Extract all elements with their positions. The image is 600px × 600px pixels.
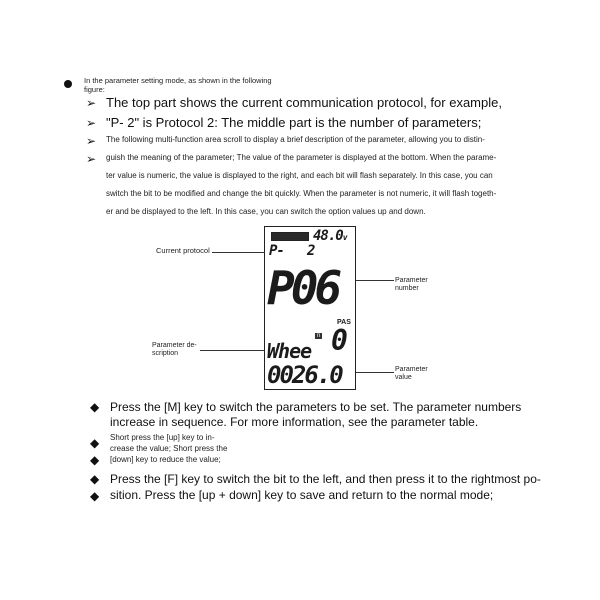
callout-parameter-description: Parameter de- scription [152,342,197,357]
step-1-text: The top part shows the current communication protocol, for example, [106,95,502,110]
diamond-bullet-icon: ◆ [90,472,100,486]
leader-line-number [356,280,394,281]
voltage-value: 48.0 [313,228,343,244]
voltage-readout [313,228,347,244]
pas-label: PAS [337,319,351,326]
step-4-text: guish the meaning of the parameter; The value of the parameter is displayed at the bottom. When the parame- [106,153,497,162]
callout-current-protocol: Current protocol [156,246,210,255]
description-display: Whee [267,339,312,363]
diamond-bullet-icon: ◆ [90,436,100,450]
diamond-bullet-icon: ◆ [90,453,100,467]
up-down-line-2: crease the value; Short press the [110,444,228,453]
arrow-icon: ➢ [86,96,97,110]
arrow-icon: ➢ [86,116,97,130]
intro-line-2: figure: [84,85,105,94]
leader-line-description [200,350,264,351]
intro-line-1: In the parameter setting mode, as shown in the following [84,76,272,85]
leader-line-protocol [212,252,264,253]
m-key-line-2: increase in sequence. For more information, see the parameter table. [110,415,479,429]
diamond-bullet-icon: ◆ [90,489,100,503]
value-display: 0026.0 [267,361,342,389]
continuation-line-2: switch the bit to be modified and change the bit quickly. When the parameter is not numeric, it will flash togeth- [106,189,497,198]
f-key-line-2: sition. Press the [up + down] key to save and return to the normal mode; [110,488,494,502]
lcd-display [264,226,356,390]
step-3-text: The following multi-function area scroll to display a brief description of the parameter, allowing you to distin- [106,135,485,144]
step-2-text: "P- 2" is Protocol 2: The middle part is the number of parameters; [106,115,482,130]
protocol-number: 2 [307,243,315,259]
small-mode-label: n [317,333,321,339]
callout-parameter-value: Parameter value [395,366,428,381]
voltage-unit: v [342,233,347,242]
up-down-line-1: Short press the [up] key to in- [110,433,215,442]
diamond-bullet-icon: ◆ [90,400,100,414]
continuation-line-3: er and be displayed to the left. In this case, you can switch the option values up and down. [106,207,426,216]
battery-bar [271,232,309,241]
pas-digit: 0 [331,324,347,357]
parameter-number-display: P06 [267,261,339,315]
leader-line-value [356,372,394,373]
arrow-icon: ➢ [86,134,97,148]
f-key-line-1: Press the [F] key to switch the bit to the left, and then press it to the rightmost po- [110,472,541,486]
m-key-line-1: Press the [M] key to switch the parameters to be set. The parameter numbers [110,400,522,414]
protocol-label: P- [269,243,284,259]
up-down-line-3: [down] key to reduce the value; [110,455,221,464]
intro-bullet [64,80,72,88]
callout-parameter-number: Parameter number [395,277,428,292]
continuation-line-1: ter value is numeric, the value is displayed to the right, and each bit will flash separately. In this case, you can [106,171,493,180]
arrow-icon: ➢ [86,152,97,166]
